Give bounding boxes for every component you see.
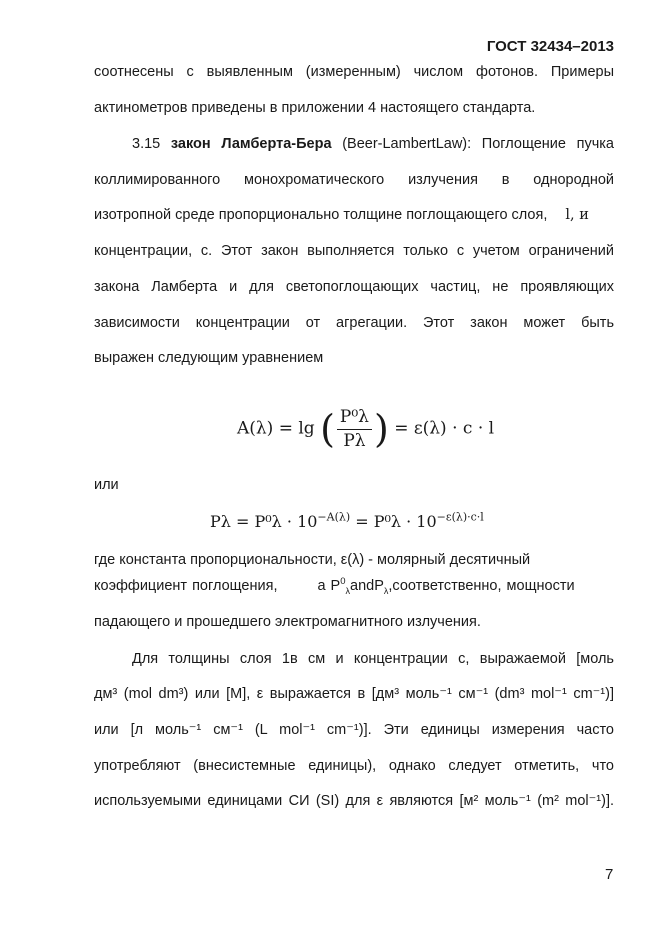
equation-rhs: = ε(λ) · c · l [394,418,495,439]
exponent: −ε(λ)·c·l [436,510,484,524]
beer-lambert-equation [237,408,494,450]
paragraph-line [94,578,614,596]
superscript: 0 [340,576,346,588]
term-english: (Beer-LambertLaw): Поглощение пучка [331,136,615,152]
definition-heading-line [132,136,614,152]
thickness-symbol: l, и [565,207,589,223]
fraction [337,408,372,450]
equation-part: = P⁰λ · 10 [350,512,437,531]
equation-part: Pλ = P⁰λ · 10 [210,512,318,531]
defined-term: закон Ламберта-Бера [170,136,332,152]
paragraph-line: употребляют (внесистемные единицы), однако следует отметить, что [94,758,614,774]
paragraph-line: зависимости концентрации от агрегации. Этот закон может быть [94,315,614,331]
paragraph-line: где константа пропорциональности, ε(λ) - молярный десятичный [94,552,531,568]
page-number: 7 [605,866,614,883]
paragraph-line: падающего и прошедшего электромагнитного излучения. [94,614,481,630]
paragraph-text: ,соответственно, мощности [388,578,575,594]
paragraph-line: выражен следующим уравнением [94,350,324,366]
left-paren: ( [320,407,335,452]
paragraph-line: используемыми единицами СИ (SI) для ε являются [м² моль⁻¹ (m² mol⁻¹)]. [94,793,614,809]
right-paren: ) [373,407,389,452]
paragraph-line: Для толщины слоя 1в см и концентрации с, выражаемой [моль [132,651,614,667]
paragraph-line [94,207,614,223]
subscript: λ [345,585,351,596]
fraction-denominator: Pλ [343,430,366,451]
paragraph-line: или [л моль⁻¹ см⁻¹ (L mol⁻¹ cm⁻¹)]. Эти единицы измерения часто [94,722,614,738]
paragraph-line: коллимированного монохроматического излучения в однородной [94,172,614,188]
or-word: или [94,477,119,493]
paragraph-text: andP [350,578,384,594]
equation-lhs: A(λ) = lg [237,418,315,439]
exponent: −A(λ) [317,510,351,524]
standard-header: ГОСТ 32434–2013 [486,38,614,55]
power-equation [210,512,484,531]
paragraph-line: соотнесены с выявленным (измеренным) числом фотонов. Примеры [94,64,614,80]
fraction-numerator: P⁰λ [337,408,372,430]
paragraph-text: коэффициент поглощения, [94,578,278,594]
paragraph-text: а P [317,578,341,594]
paragraph-line: закона Ламберта и для светопоглощающих частиц, не проявляющих [94,279,614,295]
paragraph-line: актинометров приведены в приложении 4 настоящего стандарта. [94,100,536,116]
subscript: λ [383,585,389,596]
paragraph-line: концентрации, с. Этот закон выполняется только с учетом ограничений [94,243,614,259]
clause-number: 3.15 [132,136,171,152]
paragraph-text: изотропной среде пропорционально толщине поглощающего слоя, [94,207,548,223]
paragraph-line: дм³ (mol dm³) или [М], ε выражается в [дм³ моль⁻¹ см⁻¹ (dm³ mol⁻¹ cm⁻¹)] [94,686,614,702]
